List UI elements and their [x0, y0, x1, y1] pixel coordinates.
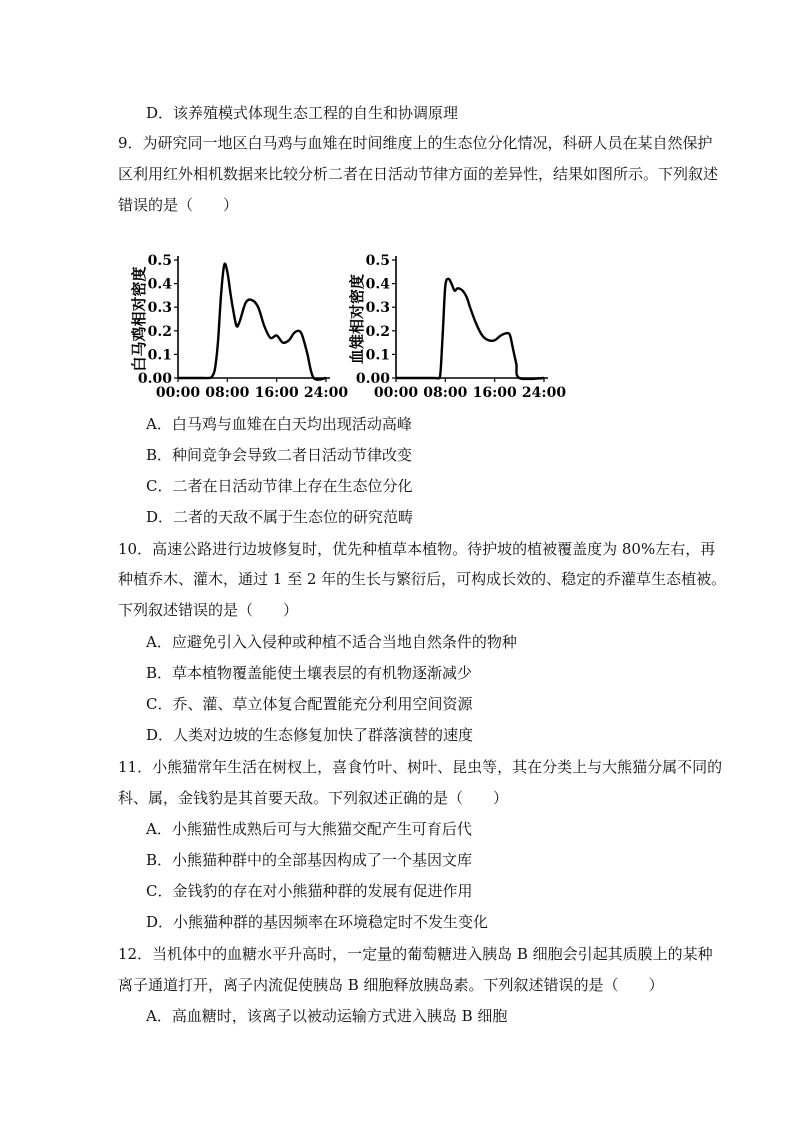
series-line	[396, 279, 544, 379]
chart-2-svg	[348, 246, 566, 406]
q10-option-a: A．应避免引入入侵种或种植不适合当地自然条件的物种	[146, 633, 517, 651]
q10-stem-line-1: 10．高速公路进行边坡修复时，优先种植草本植物。待护坡的植被覆盖度为 80%左右，再	[118, 540, 716, 558]
q11-option-a: A．小熊猫性成熟后可与大熊猫交配产生可育后代	[146, 820, 472, 838]
chart-1-svg	[130, 246, 348, 406]
y-tick-label: 0.00	[355, 371, 390, 387]
y-tick-label: 0.5	[365, 253, 390, 269]
q9-option-c: C．二者在日活动节律上存在生态位分化	[146, 477, 413, 495]
q11-option-d: D．小熊猫种群的基因频率在环境稳定时不发生变化	[146, 913, 489, 931]
q10-option-b: B．草本植物覆盖能使土壤表层的有机物逐渐减少	[146, 664, 473, 682]
q9-stem-line-2: 区利用红外相机数据来比较分析二者在日活动节律方面的差异性，结果如图所示。下列叙述	[118, 165, 719, 183]
y-tick-label: 0.2	[365, 323, 390, 340]
q9-stem-line-1: 9．为研究同一地区白马鸡与血雉在时间维度上的生态位分化情况，科研人员在某自然保护	[118, 134, 713, 152]
q9-stem-line-3: 错误的是（ ）	[118, 196, 239, 214]
q10-stem-line-2: 种植乔木、灌木，通过 1 至 2 年的生长与繁衍后，可构成长效的、稳定的乔灌草生态植被。	[118, 570, 727, 588]
y-tick-label: 0.00	[137, 371, 172, 387]
y-tick-label: 0.4	[365, 276, 390, 293]
q11-option-c: C．金钱豹的存在对小熊猫种群的发展有促进作用	[146, 882, 473, 900]
q12-option-a: A．高血糖时，该离子以被动运输方式进入胰岛 B 细胞	[146, 1007, 508, 1025]
y-tick-label: 0.1	[365, 347, 390, 364]
x-tick-label: 00:00	[155, 385, 201, 401]
x-tick-label: 08:00	[423, 385, 468, 401]
x-tick-label: 16:00	[472, 385, 517, 401]
q10-option-c: C．乔、灌、草立体复合配置能充分利用空间资源	[146, 695, 473, 713]
y-tick-label: 0.5	[147, 253, 172, 269]
x-tick-label: 08:00	[205, 385, 250, 401]
y-tick-label: 0.3	[365, 300, 390, 317]
series-line	[178, 264, 326, 380]
q9-option-b: B．种间竞争会导致二者日活动节律改变	[146, 446, 413, 464]
x-tick-label: 24:00	[303, 385, 348, 401]
x-tick-label: 16:00	[254, 385, 299, 401]
q10-option-d: D．人类对边坡的生态修复加快了群落演替的速度	[146, 726, 474, 744]
q11-stem-line-2: 科、属，金钱豹是其首要天敌。下列叙述正确的是（ ）	[118, 789, 509, 807]
q8-option-d: D．该养殖模式体现生态工程的自生和协调原理	[146, 104, 459, 122]
q10-stem-line-3: 下列叙述错误的是（ ）	[118, 601, 299, 619]
y-tick-label: 0.2	[147, 323, 172, 340]
x-tick-label: 00:00	[373, 385, 419, 401]
y-tick-label: 0.3	[147, 300, 172, 317]
chart-blood-pheasant	[348, 246, 566, 410]
y-tick-label: 0.1	[147, 347, 172, 364]
y-axis-label: 血雉相对密度	[348, 273, 366, 365]
y-tick-label: 0.4	[147, 276, 172, 293]
q12-stem-line-2: 离子通道打开，离子内流促使胰岛 B 细胞释放胰岛素。下列叙述错误的是（ ）	[118, 976, 664, 994]
y-axis-label: 白马鸡相对密度	[130, 266, 148, 372]
q11-option-b: B．小熊猫种群中的全部基因构成了一个基因文库	[146, 851, 473, 869]
q9-option-a: A．白马鸡与血雉在白天均出现活动高峰	[146, 415, 412, 433]
q11-stem-line-1: 11．小熊猫常年生活在树杈上，喜食竹叶、树叶、昆虫等，其在分类上与大熊猫分属不同的	[118, 758, 723, 776]
chart-white-eared-pheasant	[130, 246, 348, 410]
q12-stem-line-1: 12．当机体中的血糖水平升高时，一定量的葡萄糖进入胰岛 B 细胞会引起其质膜上的某种	[118, 945, 713, 963]
q9-option-d: D．二者的天敌不属于生态位的研究范畴	[146, 508, 414, 526]
x-tick-label: 24:00	[521, 385, 566, 401]
